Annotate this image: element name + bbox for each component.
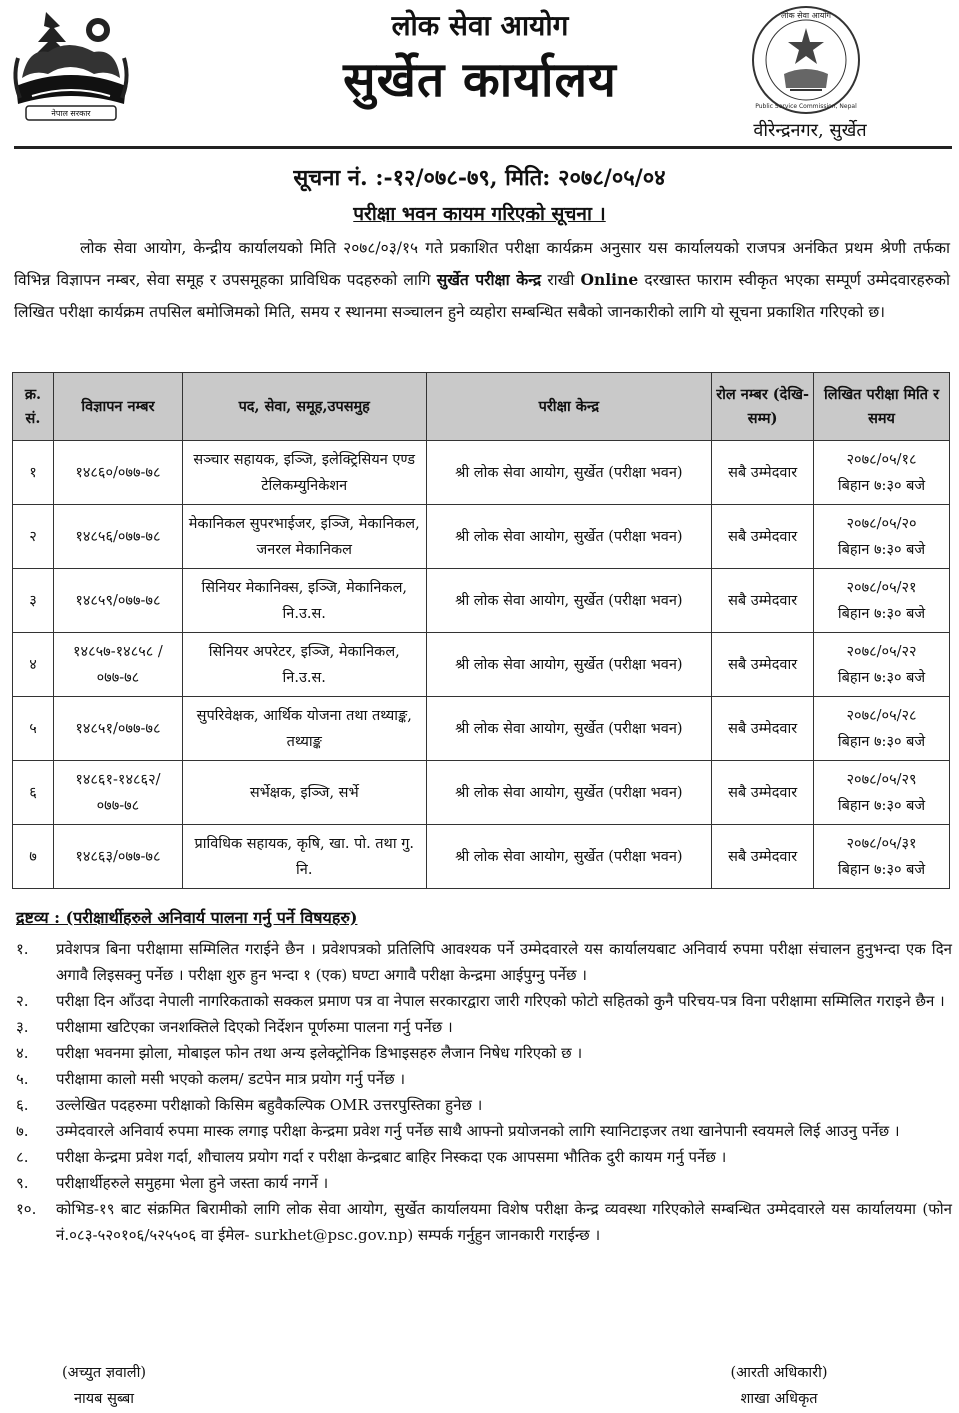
col-header-sn: क्र. सं. xyxy=(13,373,54,441)
cell-sn: ४ xyxy=(13,633,54,697)
list-item: ५. परीक्षामा कालो मसी भएको कलम/ डटपेन मात्र प्रयोग गर्नु पर्नेछ । xyxy=(16,1070,406,1088)
notes-heading: द्रष्टव्य : (परीक्षार्थीहरुले अनिवार्य पालना गर्नु पर्ने विषयहरु) xyxy=(16,908,358,927)
cell-center: श्री लोक सेवा आयोग, सुर्खेत (परीक्षा भवन) xyxy=(426,761,712,825)
cell-post: प्राविधिक सहायक, कृषि, खा. पो. तथा गु. नि. xyxy=(182,825,426,889)
cell-datetime: २०७८/०५/२० बिहान ७:३० बजे xyxy=(814,505,950,569)
cell-roll: सबै उम्मेदवार xyxy=(712,569,814,633)
list-item: ४. परीक्षा भवनमा झोला, मोबाइल फोन तथा अन्य इलेक्ट्रोनिक डिभाइसहरु लैजान निषेध गरिएको छ । xyxy=(16,1044,583,1062)
list-item: ९. परीक्षार्थीहरुले समुहमा भेला हुने जस्ता कार्य नगर्ने । xyxy=(16,1174,329,1192)
intro-online: Online xyxy=(580,270,639,289)
cell-post: सुपरिवेक्षक, आर्थिक योजना तथा तथ्याङ्क, तथ्याङ्क xyxy=(182,697,426,761)
list-item: ३. परीक्षामा खटिएका जनशक्तिले दिएको निर्देशन पूर्णरुमा पालना गर्नु पर्नेछ । xyxy=(16,1018,453,1036)
cell-datetime: २०७८/०५/२१ बिहान ७:३० बजे xyxy=(814,569,950,633)
signatory-title: शाखा अधिकृत xyxy=(740,1391,818,1407)
seal-text-top: लोक सेवा आयोग xyxy=(780,11,832,20)
table-row xyxy=(13,505,950,569)
table-row xyxy=(13,569,950,633)
psc-seal xyxy=(750,4,862,116)
cell-roll: सबै उम्मेदवार xyxy=(712,505,814,569)
nepal-government-emblem xyxy=(8,8,134,126)
cell-center: श्री लोक सेवा आयोग, सुर्खेत (परीक्षा भवन) xyxy=(426,569,712,633)
list-item: २. परीक्षा दिन आँउदा नेपाली नागरिकताको सक्कल प्रमाण पत्र वा नेपाल सरकारद्वारा जारी गरिएको फोटो सहितको कुनै परिचय-पत्र विना परीक्षामा सम्मिलित गराइने छैन । xyxy=(16,992,945,1010)
table-row xyxy=(13,441,950,505)
cell-center: श्री लोक सेवा आयोग, सुर्खेत (परीक्षा भवन) xyxy=(426,633,712,697)
cell-center: श्री लोक सेवा आयोग, सुर्खेत (परीक्षा भवन) xyxy=(426,441,712,505)
cell-sn: ३ xyxy=(13,569,54,633)
table-header-row xyxy=(13,373,950,441)
notes-list xyxy=(16,936,952,1248)
table-row xyxy=(13,761,950,825)
cell-roll: सबै उम्मेदवार xyxy=(712,825,814,889)
office-location: वीरेन्द्रनगर, सुर्खेत xyxy=(753,120,867,141)
signature-right xyxy=(712,1360,846,1412)
cell-adv-no: १४८५६/०७७-७८ xyxy=(53,505,182,569)
table-row xyxy=(13,697,950,761)
emblem-caption: नेपाल सरकार xyxy=(51,109,91,118)
cell-sn: ६ xyxy=(13,761,54,825)
intro-exam-center: सुर्खेत परीक्षा केन्द्र xyxy=(436,270,542,289)
cell-datetime: २०७८/०५/२२ बिहान ७:३० बजे xyxy=(814,633,950,697)
seal-text-bottom: Public Service Commission, Nepal xyxy=(755,103,857,110)
cell-roll: सबै उम्मेदवार xyxy=(712,441,814,505)
commission-name: लोक सेवा आयोग xyxy=(391,9,569,42)
col-header-adv-no: विज्ञापन नम्बर xyxy=(53,373,182,441)
col-header-post: पद, सेवा, समूह,उपसमुह xyxy=(182,373,426,441)
cell-post: मेकानिकल सुपरभाईजर, इञ्जि, मेकानिकल, जनरल मेकानिकल xyxy=(182,505,426,569)
list-item: ७. उम्मेदवारले अनिवार्य रुपमा मास्क लगाइ परीक्षा केन्द्रमा प्रवेश गर्नु पर्नेछ साथै आफ्नो प्रयोजनको लागि स्यानिटाइजर तथा खानेपानी स्वयमले लिई आउनु पर्नेछ । xyxy=(16,1122,900,1140)
cell-center: श्री लोक सेवा आयोग, सुर्खेत (परीक्षा भवन) xyxy=(426,505,712,569)
list-item: १०. कोभिड-१९ बाट संक्रमित बिरामीको लागि लोक सेवा आयोग, सुर्खेत कार्यालयमा विशेष परीक्षा केन्द्र व्यवस्था गरिएकोले सम्बन्धित उम्मेदवारले यस कार्यालयमा (फोन नं.०८३-५२०१०६/५२५५०६ वा ईमेल- surkhet@psc.gov.np) सम्पर्क गर्नुहुन जानकारी गराईन्छ । xyxy=(16,1200,952,1244)
cell-sn: ७ xyxy=(13,825,54,889)
cell-adv-no: १४८५१/०७७-७८ xyxy=(53,697,182,761)
cell-post: सिनियर अपरेटर, इञ्जि, मेकानिकल, नि.उ.स. xyxy=(182,633,426,697)
table-row xyxy=(13,633,950,697)
list-item: १. प्रवेशपत्र बिना परीक्षामा सम्मिलित गराईने छैन । प्रवेशपत्रको प्रतिलिपि आवश्यक पर्ने उम्मेदवारले यस कार्यालयबाट अनिवार्य रुपमा परीक्षा संचालन हुनुभन्दा एक दिन अगावै लिइसक्नु पर्नेछ । परीक्षा शुरु हुन भन्दा १ (एक) घण्टा अगावै परीक्षा केन्द्रमा आईपुग्नु पर्नेछ । xyxy=(16,940,952,984)
table-row xyxy=(13,825,950,889)
notice-title: परीक्षा भवन कायम गरिएको सूचना । xyxy=(353,203,606,225)
cell-adv-no: १४८५९/०७७-७८ xyxy=(53,569,182,633)
cell-roll: सबै उम्मेदवार xyxy=(712,633,814,697)
list-item: ८. परीक्षा केन्द्रमा प्रवेश गर्दा, शौचालय प्रयोग गर्दा र परीक्षा केन्द्रबाट बाहिर निस्कदा एक आपसमा भौतिक दुरी कायम गर्नु पर्नेछ । xyxy=(16,1148,727,1166)
cell-adv-no: १४८५७-१४८५८ /०७७-७८ xyxy=(53,633,182,697)
signature-left xyxy=(44,1360,164,1412)
notice-intro: लोक सेवा आयोग, केन्द्रीय कार्यालयको मिति २०७८/०३/१५ गते प्रकाशित परीक्षा कार्यक्रम अनुसार यस कार्यालयको राजपत्र अनंकित प्रथम श्रेणी तर्फका विभिन्न विज्ञापन नम्बर, सेवा समूह र उपसमूहका प्राविधिक पदहरुको लागि सुर्खेत परीक्षा केन्द्र राखी Online दरखास्त फाराम स्वीकृत भएका सम्पूर्ण उम्मेदवारहरुको लिखित परीक्षा कार्यक्रम तपसिल बमोजिमको मिति, समय र स्थानमा सञ्चालन हुने व्यहोरा सम्बन्धित सबैको जानकारीको लागि यो सूचना प्रकाशित गरिएको छ। xyxy=(14,239,950,321)
cell-center: श्री लोक सेवा आयोग, सुर्खेत (परीक्षा भवन) xyxy=(426,825,712,889)
cell-datetime: २०७८/०५/३१ बिहान ७:३० बजे xyxy=(814,825,950,889)
exam-schedule-table xyxy=(12,372,950,889)
col-header-center: परीक्षा केन्द्र xyxy=(426,373,712,441)
office-name: सुर्खेत कार्यालय xyxy=(343,52,617,108)
cell-sn: ५ xyxy=(13,697,54,761)
cell-post: सर्भेक्षक, इञ्जि, सर्भे xyxy=(182,761,426,825)
cell-sn: २ xyxy=(13,505,54,569)
list-item: ६. उल्लेखित पदहरुमा परीक्षाको किसिम बहुवैकल्पिक OMR उत्तरपुस्तिका हुनेछ । xyxy=(16,1096,483,1114)
signatory-name: (अच्युत ज्ञवाली) xyxy=(61,1365,147,1381)
cell-datetime: २०७८/०५/२९ बिहान ७:३० बजे xyxy=(814,761,950,825)
cell-datetime: २०७८/०५/१८ बिहान ७:३० बजे xyxy=(814,441,950,505)
cell-roll: सबै उम्मेदवार xyxy=(712,697,814,761)
cell-roll: सबै उम्मेदवार xyxy=(712,761,814,825)
signatory-name: (आरती अधिकारी) xyxy=(730,1365,828,1381)
cell-post: सिनियर मेकानिक्स, इञ्जि, मेकानिकल, नि.उ.स. xyxy=(182,569,426,633)
cell-center: श्री लोक सेवा आयोग, सुर्खेत (परीक्षा भवन) xyxy=(426,697,712,761)
cell-adv-no: १४८६१-१४८६२/ ०७७-७८ xyxy=(53,761,182,825)
col-header-date: लिखित परीक्षा मिति र समय xyxy=(814,373,950,441)
cell-datetime: २०७८/०५/२८ बिहान ७:३० बजे xyxy=(814,697,950,761)
header-divider xyxy=(14,146,952,149)
signatory-title: नायब सुब्बा xyxy=(73,1391,135,1407)
col-header-roll: रोल नम्बर (देखि-सम्म) xyxy=(712,373,814,441)
notice-number: सूचना नं. :-१२/०७८-७९, मिति: २०७८/०५/०४ xyxy=(293,165,666,191)
cell-post: सञ्चार सहायक, इञ्जि, इलेक्ट्रिसियन एण्ड टेलिकम्युनिकेशन xyxy=(182,441,426,505)
cell-adv-no: १४८६३/०७७-७८ xyxy=(53,825,182,889)
cell-adv-no: १४८६०/०७७-७८ xyxy=(53,441,182,505)
cell-sn: १ xyxy=(13,441,54,505)
